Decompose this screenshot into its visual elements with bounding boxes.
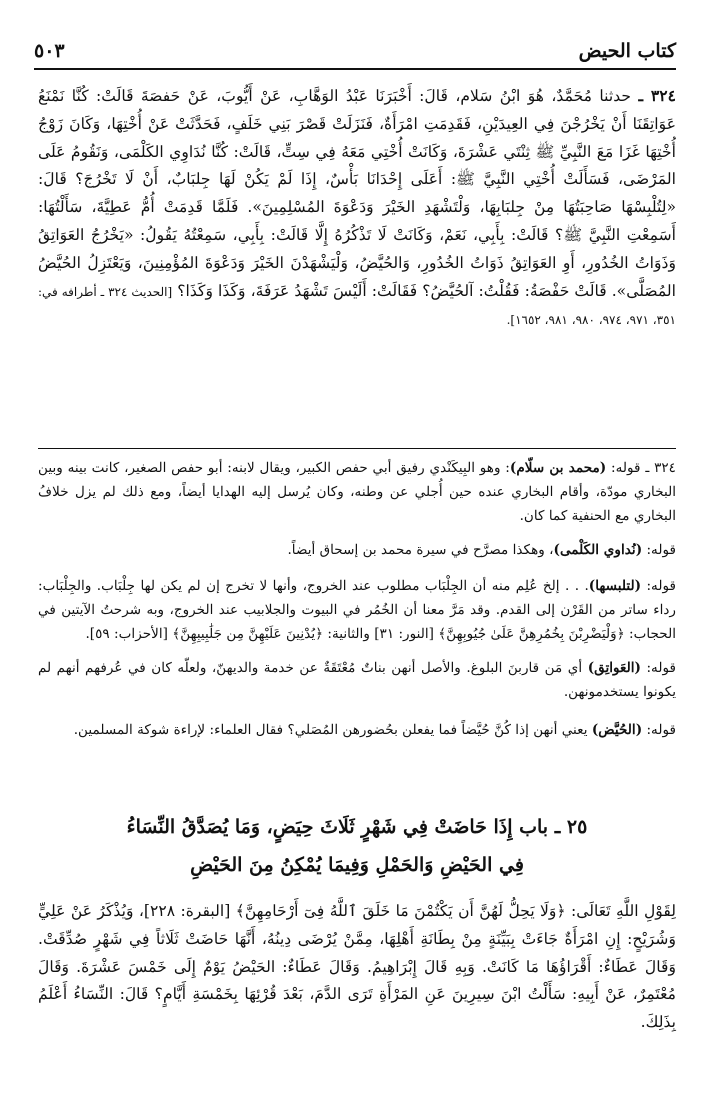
commentary-divider bbox=[38, 448, 676, 449]
chapter-heading-line: ٢٥ ـ باب إِذَا حَاضَتْ فِي شَهْرٍ ثَلَاثَ حِيَضٍ، وَمَا يُصَدَّقُ النِّسَاءُ bbox=[126, 816, 588, 838]
commentary-paragraph bbox=[38, 538, 676, 562]
hadith-body: حدثنا مُحَمَّدٌ، هُوَ ابْنُ سَلام، قَالَ: أَخْبَرَنَا عَبْدُ الوَهَّابِ، عَنْ أَيُّوبَ، عَنْ حَفصَةَ قَالَتْ: كُنَّا نَمْنَعُ عَوَاتِقَنَا أَنْ يَخْرُجْنَ فِي العِيدَيْنِ، فَقَدِمَتِ امْرَأَةٌ، فَنَزَلَتْ قَصْرَ بَنِي خَلَفٍ، فَحَدَّثَتْ عَنْ أُخْتِهَا، وَكَانَ زَوْجُ أُخْتِهَا غَزَا مَعَ النَّبِيِّ ﷺ ثِنْتَي عَشْرَةَ، وَكَانَتْ أُخْتِي مَعَهُ فِي سِتٍّ، قَالَتْ: كُنَّا نُدَاوِي الكَلْمَى، وَنَقُومُ عَلَى المَرْضَى، فَسَأَلَتْ أُخْتِي النَّبِيَّ ﷺ: أَعَلَى إِحْدَانَا بَأْسٌ، إِذَا لَمْ يَكُنْ لَهَا جِلبَابٌ، أَنْ لَا تَخْرُجَ؟ قَالَ: «لِتُلْبِسْهَا صَاحِبَتُهَا مِنْ جِلبَابِهَا، وَلْتَشْهَدِ الخَيْرَ وَدَعْوَةَ المُسْلِمِينَ». فَلَمَّا قَدِمَتْ أُمُّ عَطِيَّةَ، سَأَلْتُهَا: أَسَمِعْتِ النَّبِيَّ ﷺ؟ قَالَتْ: بِأَبِي، نَعَمْ، وَكَانَتْ لَا تَذْكُرُهُ إِلَّا قَالَتْ: بِأَبِي، سَمِعْتُهُ يَقُولُ: «يَخْرُجُ العَوَاتِقُ وَذَوَاتُ الخُدُورِ، أَوِ العَوَاتِقُ ذَوَاتُ الخُدُورِ، وَالحُيَّضُ، وَلْيَشْهَدْنَ الخَيْرَ وَدَعْوَةَ المُؤْمِنِينَ، وَيَعْتَزِلُ الحُيَّضُ المُصَلَّى». قَالَتْ حَفْصَةُ: فَقُلْتُ: آلحُيَّضُ؟ فَقَالَتْ: أَلَيْسَ تَشْهَدُ عَرَفَةَ، وَكَذَا وَكَذَا؟ bbox=[38, 87, 677, 300]
chapter-text: لِقَوْلِ اللَّهِ تَعَالَى: ﴿وَلَا يَحِلُّ لَهُنَّ أَن يَكْتُمْنَ مَا خَلَقَ ٱللَّهُ فِىٓ أَرْحَامِهِنَّ﴾ [البقرة: ٢٢٨]، وَيُذْكَرُ عَنْ عَلِيٍّ وَشُرَيْحٍ: إِنِ امْرَأَةٌ جَاءَتْ بِبَيِّنَةٍ مِنْ بِطَانَةِ أَهْلِهَا، مِمَّنْ يُرْضَى دِينُهُ، أَنَّهَا حَاضَتْ ثَلَاثاً فِي شَهْرٍ صُدِّقَتْ. وَقَالَ عَطَاءٌ: أَقْرَاؤُهَا مَا كَانَتْ. وَبِهِ قَالَ إِبْرَاهِيمُ. وَقَالَ عَطَاءٌ: الحَيْضُ يَوْمٌ إِلَى خَمْسَ عَشْرَةَ. وَقَالَ مُعْتَمِرٌ، عَنْ أَبِيهِ: سَأَلْتُ ابْنَ سِيرِينَ عَنِ المَرْأَةِ تَرَى الدَّمَ، بَعْدَ قُرْئِهَا بِخَمْسَةِ أَيَّامٍ؟ قَالَ: النِّسَاءُ أَعْلَمُ بِذَلِكَ. bbox=[38, 902, 676, 1032]
commentary-lead: قوله: bbox=[642, 722, 676, 738]
commentary-lead: قوله: bbox=[642, 542, 676, 558]
header-divider bbox=[34, 68, 676, 70]
commentary-term: (الحُيَّض) bbox=[591, 722, 643, 738]
commentary-paragraph bbox=[38, 456, 676, 528]
page-title: كتاب الحيض bbox=[578, 40, 676, 62]
chapter-heading bbox=[38, 808, 676, 884]
hadith-text bbox=[38, 82, 676, 335]
commentary-lead: قوله: bbox=[641, 578, 676, 594]
commentary-lead: ٣٢٤ ـ قوله: bbox=[606, 460, 676, 476]
commentary-term: (محمد بن سلّام) bbox=[509, 460, 607, 476]
commentary-paragraph bbox=[38, 656, 676, 704]
commentary-paragraph bbox=[38, 718, 676, 742]
commentary-text: : وهو البِيكَنْدي رفيق أبي حفص الكبير، ويقال لابنه: أبو حفص الصغير، كانت بينه وبين البخاري مودّة، وأقام البخاري عنده حين أُجلي عن وطنه، وكان يُرسل إليه الهدايا أيضاً، ومع ذلك لم يزل خلافُ البخاري مع الحنفية كما كان. bbox=[38, 460, 676, 524]
commentary-term: (نُداوي الكَلْمى) bbox=[553, 542, 643, 558]
commentary-text: ، وهكذا مصرَّح في سيرة محمد بن إسحاق أيضاً. bbox=[287, 542, 554, 558]
hadith-reference: [الحديث ٣٢٤ ـ أطرافه في: ٣٥١، ٩٧١، ٩٧٤، ٩٨٠، ٩٨١، ١٦٥٢]. bbox=[38, 284, 676, 328]
commentary-text: أي مَن قاربنَ البلوغ. والأصل أنهن بناتٌ مُعْتَقَةٌ عن خدمة والديهنّ، ولعلّه كان في عُرفهم أنهم لم يكونوا يستخدمونهن. bbox=[38, 660, 676, 700]
commentary-paragraph bbox=[38, 574, 676, 646]
commentary-text: يعني أنهن إذا كُنَّ حُيَّضاً فما يفعلن بحُضورهن المُصَلي؟ فقال العلماء: لإراءة شوكة المسلمين. bbox=[73, 722, 592, 738]
commentary-term: (العَواتِق) bbox=[587, 660, 641, 676]
chapter-heading-line: فِي الحَيْضِ وَالحَمْلِ وَفِيمَا يُمْكِنُ مِنَ الحَيْضِ bbox=[190, 854, 524, 876]
page-header bbox=[34, 28, 676, 62]
hadith-number: ٣٢٤ ـ bbox=[638, 86, 677, 105]
commentary-term: (لتلبسها) bbox=[588, 578, 642, 594]
commentary-text: . . . إلخ عُلِم منه أن الجِلْبَاب مطلوب عند الخروج، وأنها لا تخرج إن لم يكن لها جِلْبَاب. والجِلْبَاب: رداء ساتر من القَرْن إلى القدم. وقد مَرَّ معنا أن الخُمُر في البيوت والجلابيب عند الخروج، وبه شرحتُ الآيتين في الحجاب: ﴿وَلْيَضْرِبْنَ بِخُمُرِهِنَّ عَلَىٰ جُيُوبِهِنَّ﴾ [النور: ٣١] والثانية: ﴿يُدْنِينَ عَلَيْهِنَّ مِن جَلَٰبِيبِهِنَّ﴾ [الأحزاب: ٥٩]. bbox=[38, 578, 676, 642]
commentary-lead: قوله: bbox=[640, 660, 676, 676]
page-number: ٥٠٣ bbox=[34, 40, 65, 62]
